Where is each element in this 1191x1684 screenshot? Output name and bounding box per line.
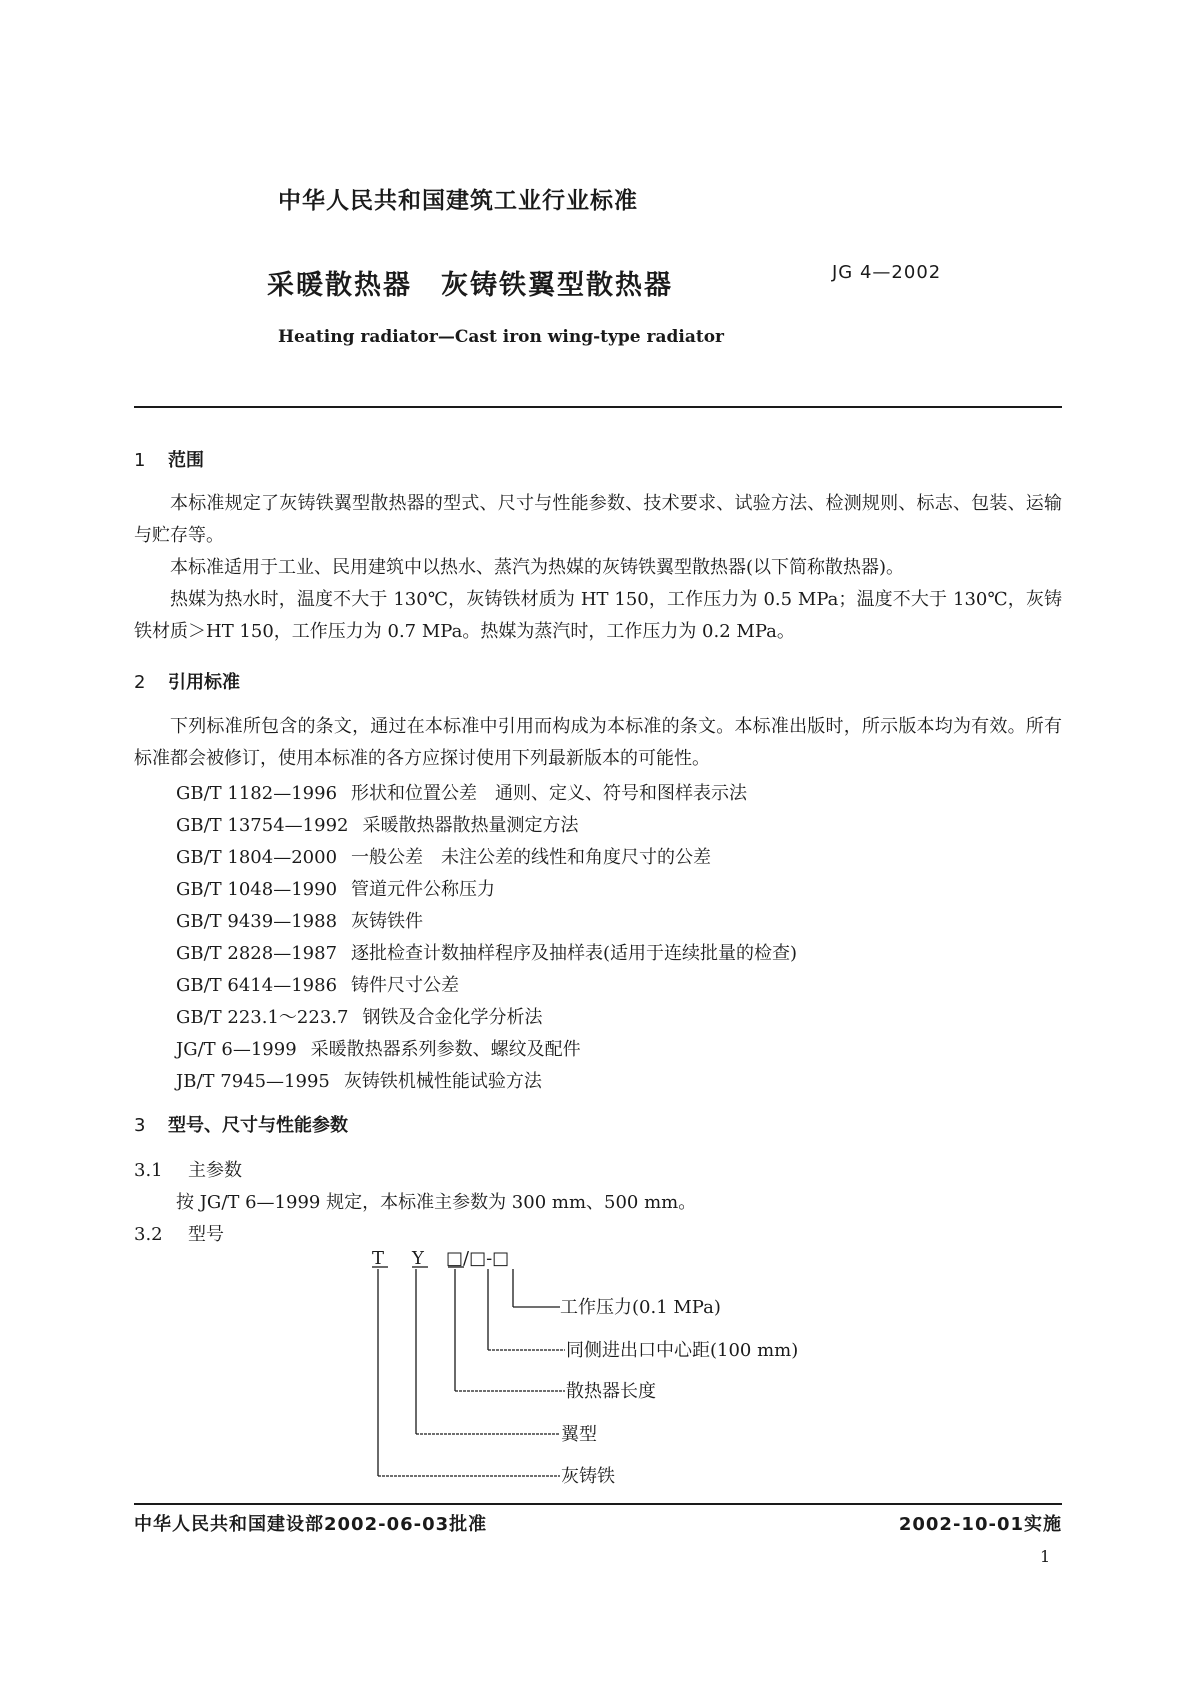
reference-code: GB/T 1182—1996 bbox=[176, 783, 338, 804]
label-center-distance: 同侧进出口中心距(100 mm) bbox=[566, 1340, 799, 1361]
reference-code: GB/T 1804—2000 bbox=[176, 847, 338, 868]
model-code-diagram-svg bbox=[360, 1243, 799, 1488]
standard-category-title: 中华人民共和国建筑工业行业标准 bbox=[278, 188, 638, 214]
reference-item bbox=[176, 907, 423, 933]
reference-title: 管道元件公称压力 bbox=[351, 879, 496, 900]
approval-date: 中华人民共和国建设部2002-06-03批准 bbox=[134, 1514, 488, 1535]
reference-code: GB/T 223.1～223.7 bbox=[176, 1007, 349, 1028]
section-3-number: 3 bbox=[134, 1115, 146, 1136]
subsection-3-1-heading bbox=[134, 1156, 242, 1182]
reference-item bbox=[176, 1003, 542, 1029]
implementation-date: 2002-10-01实施 bbox=[898, 1514, 1062, 1535]
subsection-3-1-title: 主参数 bbox=[188, 1160, 242, 1181]
reference-title: 采暖散热器系列参数、螺纹及配件 bbox=[310, 1039, 581, 1060]
section-1-paragraph-3: 热媒为热水时，温度不大于 130℃，灰铸铁材质为 HT 150，工作压力为 0.5 MPa；温度不大于 130℃，灰铸铁材质＞HT 150，工作压力为 0.7 MPa。热媒为蒸汽时，工作压力为 0.2 MPa。 bbox=[134, 589, 1062, 642]
reference-item bbox=[176, 971, 459, 997]
model-code-diagram bbox=[360, 1243, 799, 1488]
reference-item bbox=[176, 843, 711, 869]
section-3-title: 型号、尺寸与性能参数 bbox=[168, 1115, 348, 1136]
reference-code: JG/T 6—1999 bbox=[176, 1039, 297, 1060]
label-radiator-length: 散热器长度 bbox=[566, 1381, 656, 1402]
label-gray-cast-iron: 灰铸铁 bbox=[561, 1466, 615, 1487]
model-code-boxes: □/□-□ bbox=[446, 1248, 510, 1269]
section-3-heading bbox=[134, 1111, 348, 1137]
reference-item bbox=[176, 1035, 581, 1061]
section-1-paragraph-2: 本标准适用于工业、民用建筑中以热水、蒸汽为热媒的灰铸铁翼型散热器(以下简称散热器)。 bbox=[170, 557, 905, 578]
reference-title: 逐批检查计数抽样程序及抽样表(适用于连续批量的检查) bbox=[351, 943, 798, 964]
reference-code: JB/T 7945—1995 bbox=[176, 1071, 330, 1092]
reference-item bbox=[176, 939, 797, 965]
footer-divider bbox=[134, 1503, 1062, 1505]
reference-code: GB/T 6414—1986 bbox=[176, 975, 338, 996]
section-1-title: 范围 bbox=[168, 450, 204, 471]
standard-number: JG 4—2002 bbox=[832, 262, 942, 283]
reference-code: GB/T 2828—1987 bbox=[176, 943, 338, 964]
label-working-pressure: 工作压力(0.1 MPa) bbox=[560, 1297, 721, 1318]
section-2-number: 2 bbox=[134, 672, 146, 693]
reference-item bbox=[176, 811, 578, 837]
section-2-heading bbox=[134, 668, 240, 694]
subsection-3-1-number: 3.1 bbox=[134, 1160, 163, 1181]
reference-item bbox=[176, 779, 747, 805]
model-code-t: T bbox=[372, 1248, 385, 1269]
reference-code: GB/T 1048—1990 bbox=[176, 879, 338, 900]
section-2-title: 引用标准 bbox=[168, 672, 240, 693]
subsection-3-2-heading bbox=[134, 1220, 224, 1246]
reference-item bbox=[176, 875, 495, 901]
header-divider bbox=[134, 406, 1062, 408]
reference-title: 灰铸铁机械性能试验方法 bbox=[343, 1071, 542, 1092]
model-code-y: Y bbox=[412, 1248, 424, 1269]
reference-code: GB/T 9439—1988 bbox=[176, 911, 338, 932]
reference-title: 钢铁及合金化学分析法 bbox=[362, 1007, 543, 1028]
reference-title: 采暖散热器散热量测定方法 bbox=[362, 815, 579, 836]
reference-title: 铸件尺寸公差 bbox=[351, 975, 460, 996]
standard-title-chinese: 采暖散热器 灰铸铁翼型散热器 bbox=[267, 270, 673, 301]
reference-title: 灰铸铁件 bbox=[351, 911, 424, 932]
section-1-paragraph-1: 本标准规定了灰铸铁翼型散热器的型式、尺寸与性能参数、技术要求、试验方法、检测规则、标志、包装、运输与贮存等。 bbox=[134, 493, 1062, 546]
section-1-heading bbox=[134, 446, 204, 472]
reference-code: GB/T 13754—1992 bbox=[176, 815, 349, 836]
reference-item bbox=[176, 1067, 542, 1093]
subsection-3-2-title: 型号 bbox=[188, 1224, 224, 1245]
label-wing-type: 翼型 bbox=[561, 1424, 597, 1445]
standard-title-english: Heating radiator—Cast iron wing-type radiator bbox=[278, 327, 724, 347]
section-2-intro: 下列标准所包含的条文，通过在本标准中引用而构成为本标准的条文。本标准出版时，所示版本均为有效。所有标准都会被修订，使用本标准的各方应探讨使用下列最新版本的可能性。 bbox=[134, 716, 1062, 769]
reference-title: 一般公差 未注公差的线性和角度尺寸的公差 bbox=[351, 847, 712, 868]
reference-title: 形状和位置公差 通则、定义、符号和图样表示法 bbox=[351, 783, 748, 804]
section-1-number: 1 bbox=[134, 450, 146, 471]
subsection-3-2-number: 3.2 bbox=[134, 1224, 163, 1245]
subsection-3-1-text: 按 JG/T 6—1999 规定，本标准主参数为 300 mm、500 mm。 bbox=[176, 1192, 697, 1213]
page-number: 1 bbox=[1040, 1547, 1051, 1566]
